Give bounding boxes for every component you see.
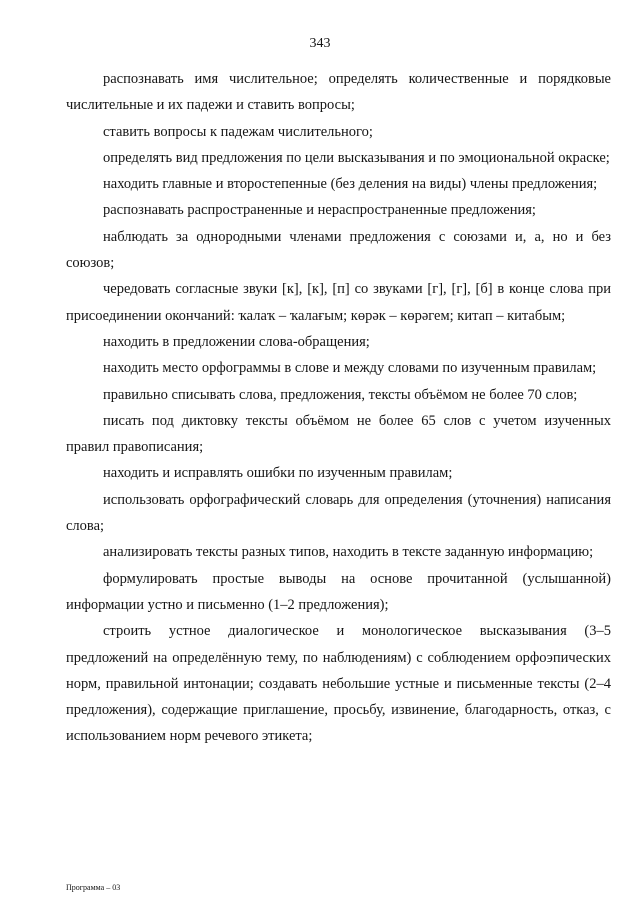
page-number: 343 [309,36,331,51]
page-footer: Программа – 03 [66,883,121,892]
paragraph: использовать орфографический словарь для определения (уточнения) написания слова; [66,491,611,535]
paragraph: правильно списывать слова, предложения, тексты объёмом не более 70 слов; [103,386,578,403]
paragraph: формулировать простые выводы на основе прочитанной (услышанной) информации устно и письменно (1–2 предложения); [66,570,611,613]
paragraph: чередовать согласные звуки [к], [к], [п] со звуками [г], [г], [б] в конце слова при присоединении окончаний: ҡалаҡ – ҡалағым; көрәк – көрәгем; китап – китабым; [66,281,611,324]
paragraph: находить главные и второстепенные (без деления на виды) члены предложения; [103,176,598,193]
paragraph: находить в предложении слова-обращения; [103,333,370,350]
paragraph: ставить вопросы к падежам числительного; [103,123,373,140]
paragraph: находить место орфограммы в слове и между словами по изученным правилам; [103,360,597,377]
paragraph: строить устное диалогическое и монологическое высказывания (3–5 предложений на определённую тему, по наблюдениям) с соблюдением орфоэпических норм, правильной интонации; создавать небольшие устные и письменные тексты (2–4 предложения), содержащие приглашение, просьбу, извинение, благодарность, отказ, с использованием норм речевого этикета; [66,623,611,745]
body-text [66,66,611,750]
paragraph: распознавать распространенные и нераспространенные предложения; [103,202,536,219]
paragraph: распознавать имя числительное; определять количественные и порядковые числительные и их падежи и ставить вопросы; [66,71,611,114]
paragraph: писать под диктовку тексты объёмом не более 65 слов с учетом изученных правил правописания; [66,412,611,456]
paragraph: определять вид предложения по цели высказывания и по эмоциональной окраске; [103,149,610,166]
paragraph: наблюдать за однородными членами предложения с союзами и, а, но и без союзов; [66,228,611,272]
paragraph: находить и исправлять ошибки по изученным правилам; [103,465,453,482]
paragraph: анализировать тексты разных типов, находить в тексте заданную информацию; [103,544,594,561]
